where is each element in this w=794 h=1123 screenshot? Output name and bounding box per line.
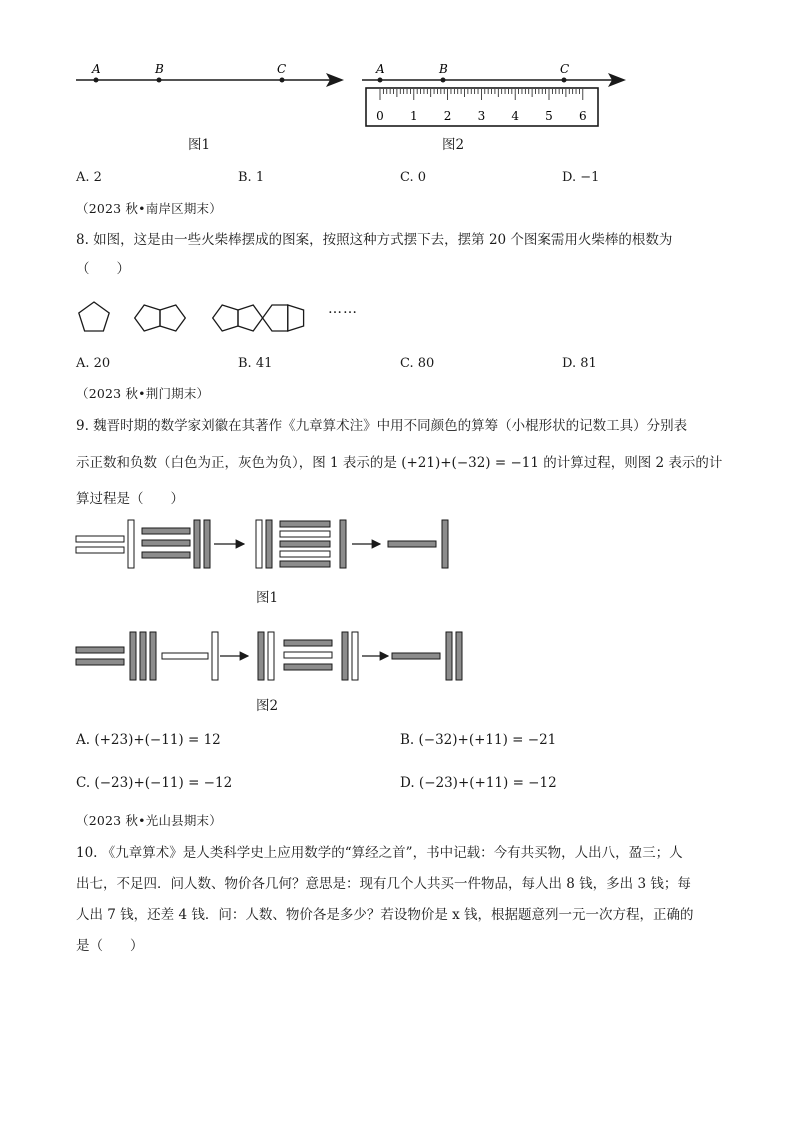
point-a (94, 78, 99, 83)
q7-fig2-caption: 图2 (442, 137, 465, 153)
ruler-number: 1 (409, 109, 418, 123)
ruler-number: 4 (511, 109, 520, 123)
q7-option-a[interactable]: A. 2 (76, 170, 102, 185)
q8-option-c[interactable]: C. 80 (400, 356, 435, 371)
q8-ellipsis: …… (328, 301, 358, 317)
label-c: C (277, 62, 287, 76)
q8-option-a[interactable]: A. 20 (76, 356, 111, 371)
ruler-number: 2 (443, 109, 452, 123)
q10-stem-line4: 是（ ） (76, 938, 144, 954)
q10-stem-line3: 人出 7 钱，还差 4 钱．问：人数、物价各是多少？若设物价是 x 钱，根据题意列一元一次方程，正确的 (76, 907, 694, 923)
q8-stem-line1: 8. 如图，这是由一些火柴棒摆成的图案，按照这种方式摆下去，摆第 20 个图案需用火柴棒的根数为 (76, 232, 673, 248)
q9-source: （2023 秋•荆门期末） (76, 386, 210, 401)
point-a (378, 78, 383, 83)
q9-fig2-caption: 图2 (256, 698, 279, 714)
q9-stem-line2: 示正数和负数（白色为正，灰色为负），图 1 表示的是 (+21)+(−32) = −11 的计算过程，则图 2 表示的计 (76, 455, 723, 471)
point-b (157, 78, 162, 83)
point-c (280, 78, 285, 83)
q9-option-c[interactable]: C. (−23)+(−11) = −12 (76, 775, 233, 791)
label-b: B (155, 62, 164, 76)
q7-figure-1 (70, 58, 350, 98)
label-b: B (439, 62, 448, 76)
q9-option-d[interactable]: D. (−23)+(+11) = −12 (400, 775, 557, 791)
q8-matchstick-figures (70, 288, 310, 346)
q9-option-a[interactable]: A. (+23)+(−11) = 12 (76, 732, 221, 748)
label-a: A (376, 62, 385, 76)
q9-counting-rods-figure-1 (74, 516, 454, 572)
point-b (441, 78, 446, 83)
pentagon-pattern-3 (213, 305, 304, 331)
q10-stem-line1: 10. 《九章算术》是人类科学史上应用数学的“算经之首”，书中记载：今有共买物，人出八，盈三；人 (76, 845, 683, 861)
ruler-number: 0 (376, 109, 384, 123)
label-c: C (560, 62, 570, 76)
ruler-number: 5 (545, 109, 553, 123)
q9-counting-rods-figure-2 (74, 628, 466, 684)
q10-stem-line2: 出七，不足四．问人数、物价各几何？意思是：现有几个人共买一件物品，每人出 8 钱，多出 3 钱；每 (76, 876, 691, 892)
q7-option-c[interactable]: C. 0 (400, 170, 427, 185)
q8-option-d[interactable]: D. 81 (562, 356, 597, 371)
q9-option-b[interactable]: B. (−32)+(+11) = −21 (400, 732, 557, 748)
q9-stem-line1: 9. 魏晋时期的数学家刘徽在其著作《九章算术注》中用不同颜色的算筹（小棍形状的记数工具）分别表 (76, 418, 688, 434)
q7-option-b[interactable]: B. 1 (238, 170, 265, 185)
q9-stem-line3: 算过程是（ ） (76, 491, 184, 507)
q10-source: （2023 秋•光山县期末） (76, 813, 222, 828)
q7-fig1-caption: 图1 (188, 137, 211, 153)
pentagon-pattern-2 (135, 305, 186, 331)
q7-option-d[interactable]: D. −1 (562, 170, 600, 185)
point-c (562, 78, 567, 83)
q7-figure-2 (358, 58, 634, 132)
ruler-number: 6 (578, 109, 587, 123)
ruler-number: 3 (477, 109, 486, 123)
q9-fig1-caption: 图1 (256, 590, 279, 606)
q8-option-b[interactable]: B. 41 (238, 356, 273, 371)
pentagon-pattern-1 (79, 302, 109, 331)
label-a: A (92, 62, 101, 76)
q8-source: （2023 秋•南岸区期末） (76, 201, 222, 216)
q8-stem-line2: （ ） (76, 261, 130, 277)
